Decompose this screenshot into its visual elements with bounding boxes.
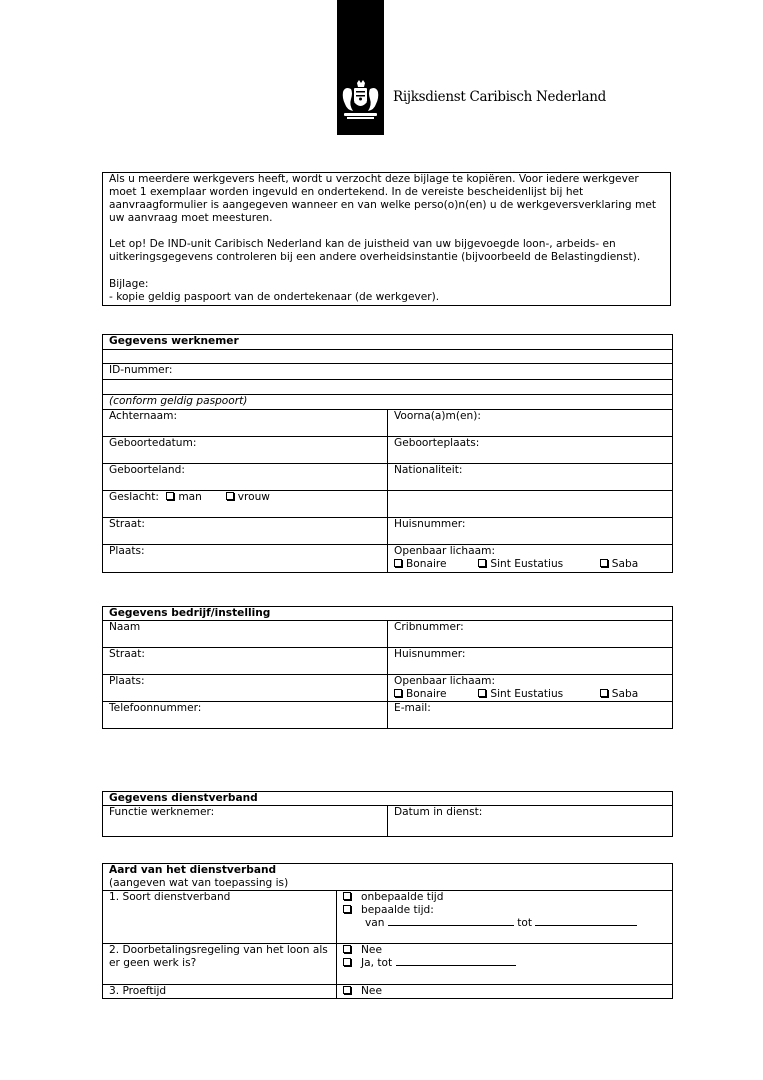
contract-type-options [337,891,673,944]
employment-type-title: Aard van het dienstverband [109,864,277,876]
to-label: tot [517,917,533,929]
surname-field[interactable]: Achternaam: [103,410,388,437]
company-bonaire-checkbox[interactable] [394,689,402,697]
company-saba-label: Saba [611,688,639,700]
employee-id-field[interactable]: ID-nummer: [103,364,673,380]
bijlage-item: - kopie geldig paspoort van de ondertekenaar (de werkgever). [109,290,440,303]
employment-section-title: Gegevens dienstverband [103,792,673,806]
public-entity-field [388,545,673,573]
city-field[interactable]: Plaats: [103,545,388,573]
street-field[interactable]: Straat: [103,518,388,545]
gender-man-label: man [178,491,202,503]
email-field[interactable]: E-mail: [388,702,673,729]
crib-number-field[interactable]: Cribnummer: [388,621,673,648]
intro-box [102,172,671,306]
wage-until-line[interactable] [396,957,516,966]
company-saba-checkbox[interactable] [600,689,608,697]
company-street-field[interactable]: Straat: [103,648,388,675]
wage-continuation-question: 2. Doorbetalingsregeling van het loon als er geen werk is? [103,944,337,985]
probation-no-label: Nee [361,985,382,997]
employment-type-section [102,863,673,999]
employment-type-header [103,864,673,891]
gender-blank-cell [388,491,673,518]
to-date-line[interactable] [535,917,637,926]
indefinite-label: onbepaalde tijd [361,891,444,903]
bonaire-label: Bonaire [406,558,447,570]
wage-yes-label: Ja, tot [361,957,393,969]
probation-no-checkbox[interactable] [343,986,351,994]
company-public-entity-field [388,675,673,702]
from-date-line[interactable] [388,917,514,926]
intro-paragraph-notice: Let op! De IND-unit Caribisch Nederland kan de juistheid van uw bijgevoegde loon-, arbeids- en uitkeringsgegevens controleren bij een andere overheidsinstantie (bijvoorbeeld de Belastingdienst). [109,238,641,264]
gender-man-checkbox[interactable] [166,492,174,500]
logo-bar [337,0,384,135]
job-title-field[interactable]: Functie werknemer: [103,806,388,837]
bijlage-label: Bijlage: [109,277,149,290]
from-label: van [365,917,385,929]
company-house-number-field[interactable]: Huisnummer: [388,648,673,675]
employment-type-subtitle: (aangeven wat van toepassing is) [109,877,289,889]
contract-type-question: 1. Soort dienstverband [103,891,337,944]
wage-no-checkbox[interactable] [343,945,351,953]
employee-blank-row-2[interactable] [103,380,673,395]
employment-section [102,791,673,837]
nationality-field[interactable]: Nationaliteit: [388,464,673,491]
gender-label: Geslacht: [109,491,159,503]
birth-place-field[interactable]: Geboorteplaats: [388,437,673,464]
company-public-entity-label: Openbaar lichaam: [394,675,496,687]
coat-of-arms-icon [340,80,381,120]
company-sint-eustatius-label: Sint Eustatius [490,688,564,700]
company-city-field[interactable]: Plaats: [103,675,388,702]
intro-paragraph-copies: Als u meerdere werkgevers heeft, wordt u verzocht deze bijlage te kopiëren. Voor iedere werkgever moet 1 exemplaar worden ingevuld en ondertekend. In de vereiste bescheidenlijst bij het aanvraagformulier is aangegeven wanneer en van welke perso(o)n(en) u de werkgeversverklaring met uw aanvraag moet meesturen. [109,173,657,225]
birth-date-field[interactable]: Geboortedatum: [103,437,388,464]
passport-note: (conform geldig paspoort) [103,395,673,410]
wage-yes-checkbox[interactable] [343,958,351,966]
wage-continuation-options [337,944,673,985]
employee-section-title: Gegevens werknemer [103,335,673,350]
gender-field [103,491,388,518]
company-section-title: Gegevens bedrijf/instelling [103,607,673,621]
sint-eustatius-checkbox[interactable] [478,559,486,567]
organization-name: Rijksdienst Caribisch Nederland [393,89,606,105]
employee-blank-row[interactable] [103,350,673,364]
sint-eustatius-label: Sint Eustatius [490,558,564,570]
gender-woman-checkbox[interactable] [226,492,234,500]
birth-country-field[interactable]: Geboorteland: [103,464,388,491]
company-section [102,606,673,729]
wage-no-label: Nee [361,944,382,956]
company-name-field[interactable]: Naam [103,621,388,648]
phone-field[interactable]: Telefoonnummer: [103,702,388,729]
gender-woman-label: vrouw [237,491,270,503]
company-bonaire-label: Bonaire [406,688,447,700]
fixed-term-label: bepaalde tijd: [361,904,434,916]
start-date-field[interactable]: Datum in dienst: [388,806,673,837]
house-number-field[interactable]: Huisnummer: [388,518,673,545]
employee-section [102,334,673,573]
probation-options [337,985,673,999]
probation-question: 3. Proeftijd [103,985,337,999]
public-entity-label: Openbaar lichaam: [394,545,496,557]
indefinite-checkbox[interactable] [343,892,351,900]
first-names-field[interactable]: Voorna(a)m(en): [388,410,673,437]
bonaire-checkbox[interactable] [394,559,402,567]
saba-label: Saba [611,558,639,570]
company-sint-eustatius-checkbox[interactable] [478,689,486,697]
saba-checkbox[interactable] [600,559,608,567]
fixed-term-checkbox[interactable] [343,905,351,913]
